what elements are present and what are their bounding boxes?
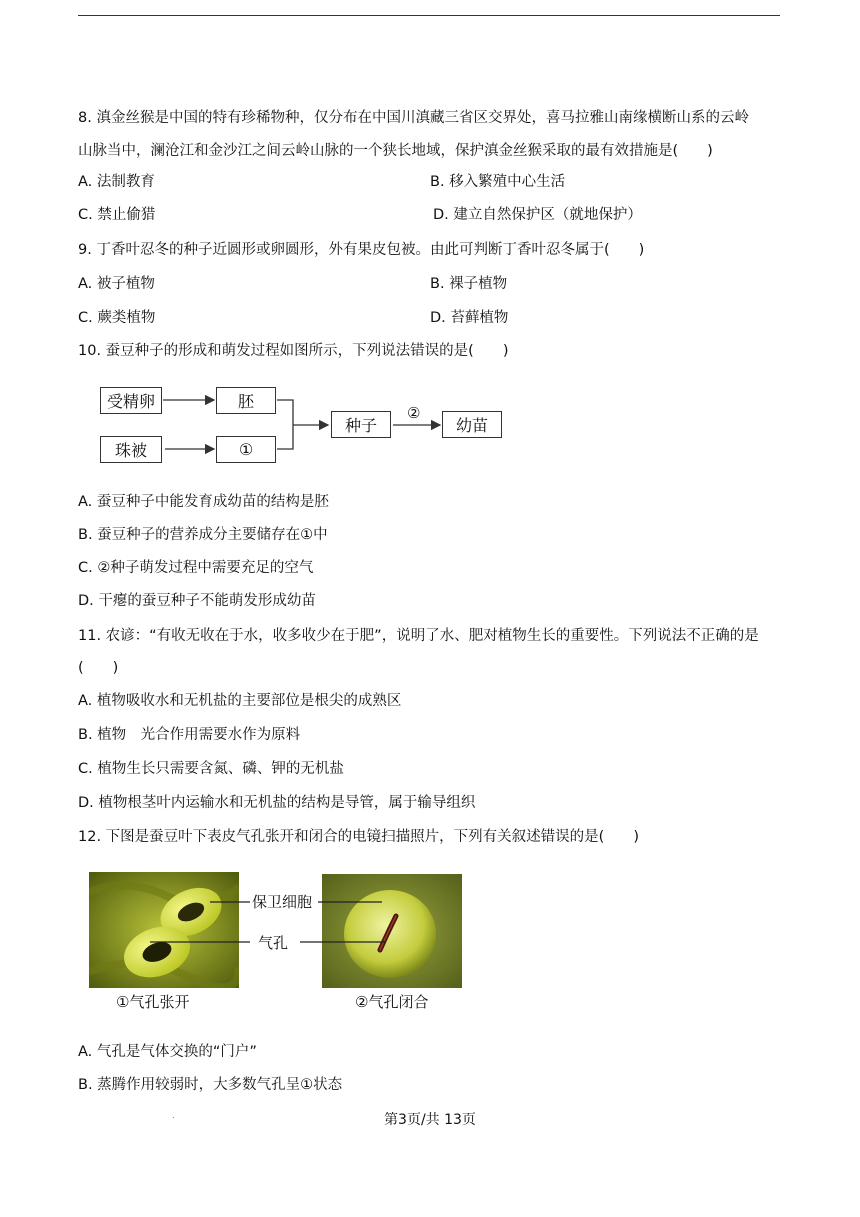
bracket-connector: [277, 400, 293, 449]
q9-option-b[interactable]: B. 裸子植物: [430, 276, 508, 292]
box-fertilized-egg: 受精卵: [100, 387, 162, 414]
q11-option-c[interactable]: C. 植物生长只需要含氮、磷、钾的无机盐: [78, 761, 344, 777]
q9-stem: 9. 丁香叶忍冬的种子近圆形或卵圆形，外有果皮包被。由此可判断丁香叶忍冬属于( ): [78, 242, 645, 258]
q10-option-d[interactable]: D. 干瘪的蚕豆种子不能萌发形成幼苗: [78, 593, 316, 609]
q12-option-b[interactable]: B. 蒸腾作用较弱时，大多数气孔呈①状态: [78, 1077, 343, 1093]
label-stoma: 气孔: [258, 934, 289, 952]
q9-option-c[interactable]: C. 蕨类植物: [78, 310, 156, 326]
photo-stoma-open: [89, 872, 239, 988]
q8-option-b[interactable]: B. 移入繁殖中心生活: [430, 174, 566, 190]
q10-option-b[interactable]: B. 蚕豆种子的营养成分主要储存在①中: [78, 527, 328, 543]
caption-stoma-closed: ②气孔闭合: [355, 993, 429, 1011]
q8-stem-line1: 8. 滇金丝猴是中国的特有珍稀物种，仅分布在中国川滇藏三省区交界处，喜马拉雅山南缘横断山系的云岭: [78, 110, 749, 126]
q11-option-a[interactable]: A. 植物吸收水和无机盐的主要部位是根尖的成熟区: [78, 693, 402, 709]
page-number: 第3页/共 13页: [384, 1112, 476, 1128]
q12-option-a[interactable]: A. 气孔是气体交换的“门户”: [78, 1044, 257, 1060]
q10-option-c[interactable]: C. ②种子萌发过程中需要充足的空气: [78, 560, 314, 576]
label-guard-cell: 保卫细胞: [252, 893, 313, 911]
q11-option-b[interactable]: B. 植物 光合作用需要水作为原料: [78, 727, 301, 743]
box-seedling: 幼苗: [442, 411, 502, 438]
box-embryo: 胚: [216, 387, 276, 414]
footer-dot: .: [172, 1111, 175, 1120]
q10-option-a[interactable]: A. 蚕豆种子中能发育成幼苗的结构是胚: [78, 494, 329, 510]
q8-option-d[interactable]: D. 建立自然保护区（就地保护）: [433, 207, 642, 223]
q11-option-d[interactable]: D. 植物根茎叶内运输水和无机盐的结构是导管，属于输导组织: [78, 795, 476, 811]
q8-stem-line2: 山脉当中，澜沧江和金沙江之间云岭山脉的一个狭长地域，保护滇金丝猴采取的最有效措施是( ): [78, 143, 713, 159]
photo-stoma-closed: [322, 874, 462, 988]
box-circle-1: ①: [216, 436, 276, 463]
caption-stoma-open: ①气孔张开: [116, 993, 190, 1011]
q12-stem: 12. 下图是蚕豆叶下表皮气孔张开和闭合的电镜扫描照片，下列有关叙述错误的是( ): [78, 829, 639, 845]
q11-stem-line2: ( ): [78, 660, 119, 676]
q9-option-a[interactable]: A. 被子植物: [78, 276, 155, 292]
box-integument: 珠被: [100, 436, 162, 463]
header-rule: [78, 15, 780, 16]
q10-stem: 10. 蚕豆种子的形成和萌发过程如图所示，下列说法错误的是( ): [78, 343, 509, 359]
q8-option-a[interactable]: A. 法制教育: [78, 174, 155, 190]
q9-option-d[interactable]: D. 苔藓植物: [430, 310, 509, 326]
box-seed: 种子: [331, 411, 391, 438]
arrow-label-2: ②: [407, 404, 421, 422]
q11-stem-line1: 11. 农谚：“有收无收在于水，收多收少在于肥”，说明了水、肥对植物生长的重要性。下列说法不正确的是: [78, 628, 759, 644]
q8-option-c[interactable]: C. 禁止偷猎: [78, 207, 156, 223]
